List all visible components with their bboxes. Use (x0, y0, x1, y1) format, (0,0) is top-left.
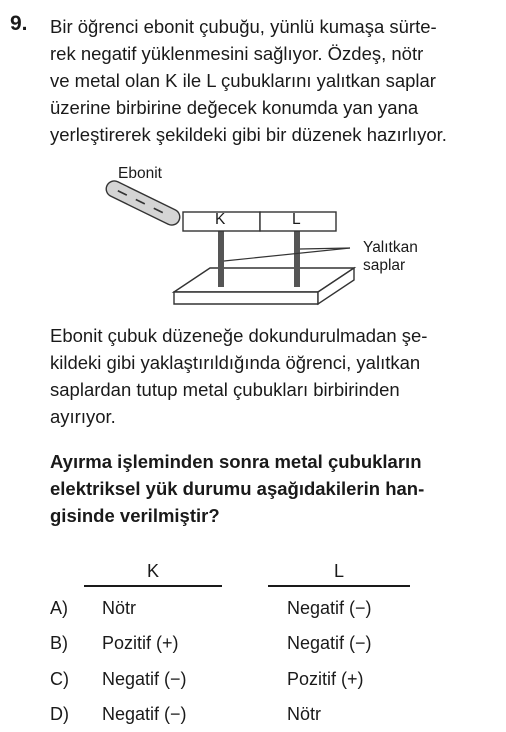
base-front (174, 292, 318, 304)
insulator-label-line1: Yalıtkan (363, 239, 418, 256)
prompt-line: gisinde verilmiştir? (50, 505, 220, 526)
rod-l-label: L (292, 211, 301, 228)
middle-line: kildeki gibi yaklaştırıldığında öğrenci, yalıtkan (50, 352, 421, 373)
question-number: 9. (10, 12, 28, 35)
intro-line: ve metal olan K ile L çubuklarını yalıtkan saplar (50, 70, 436, 91)
option-letter: A) (50, 598, 68, 618)
insulator-label-line2: saplar (363, 257, 406, 274)
middle-line: saplardan tutup metal çubukları birbirinden (50, 379, 400, 400)
column-header-k: K (146, 561, 159, 581)
column-rule-k (84, 585, 222, 587)
middle-line: ayırıyor. (50, 406, 116, 427)
prompt-line: elektriksel yük durumu aşağıdakilerin han- (50, 478, 425, 499)
question-intro (50, 13, 495, 148)
question-prompt (50, 448, 495, 529)
column-header-l: L (333, 561, 344, 581)
option-k-value: Pozitif (+) (102, 633, 179, 653)
rod-k-label: K (215, 211, 226, 228)
option-letter: C) (50, 669, 69, 689)
intro-line: üzerine birbirine değecek konumda yan yana (50, 97, 419, 118)
leader-line (224, 248, 350, 261)
intro-line: Bir öğrenci ebonit çubuğu, yünlü kumaşa sürte- (50, 16, 437, 37)
option-letter: D) (50, 704, 69, 724)
intro-line: yerleştirerek şekildeki gibi bir düzenek hazırlıyor. (50, 124, 447, 145)
option-k-value: Nötr (102, 598, 137, 618)
option-l-value: Negatif (−) (287, 633, 372, 653)
option-l-value: Nötr (287, 704, 322, 724)
experiment-figure (96, 158, 456, 318)
option-k-value: Negatif (−) (102, 704, 187, 724)
column-rule-l (268, 585, 410, 587)
middle-line: Ebonit çubuk düzeneğe dokundurulmadan şe- (50, 325, 428, 346)
option-letter: B) (50, 633, 68, 653)
option-k-value: Negatif (−) (102, 669, 187, 689)
prompt-line: Ayırma işleminden sonra metal çubukların (50, 451, 422, 472)
option-l-value: Pozitif (+) (287, 669, 364, 689)
ebonit-label: Ebonit (118, 165, 162, 182)
option-l-value: Negatif (−) (287, 598, 372, 618)
intro-line: rek negatif yüklenmesini sağlıyor. Özdeş, nötr (50, 43, 424, 64)
insulator-stand-l (294, 231, 300, 287)
ebonit-rod (104, 178, 183, 227)
question-middle (50, 322, 495, 430)
insulator-stand-k (218, 231, 224, 287)
